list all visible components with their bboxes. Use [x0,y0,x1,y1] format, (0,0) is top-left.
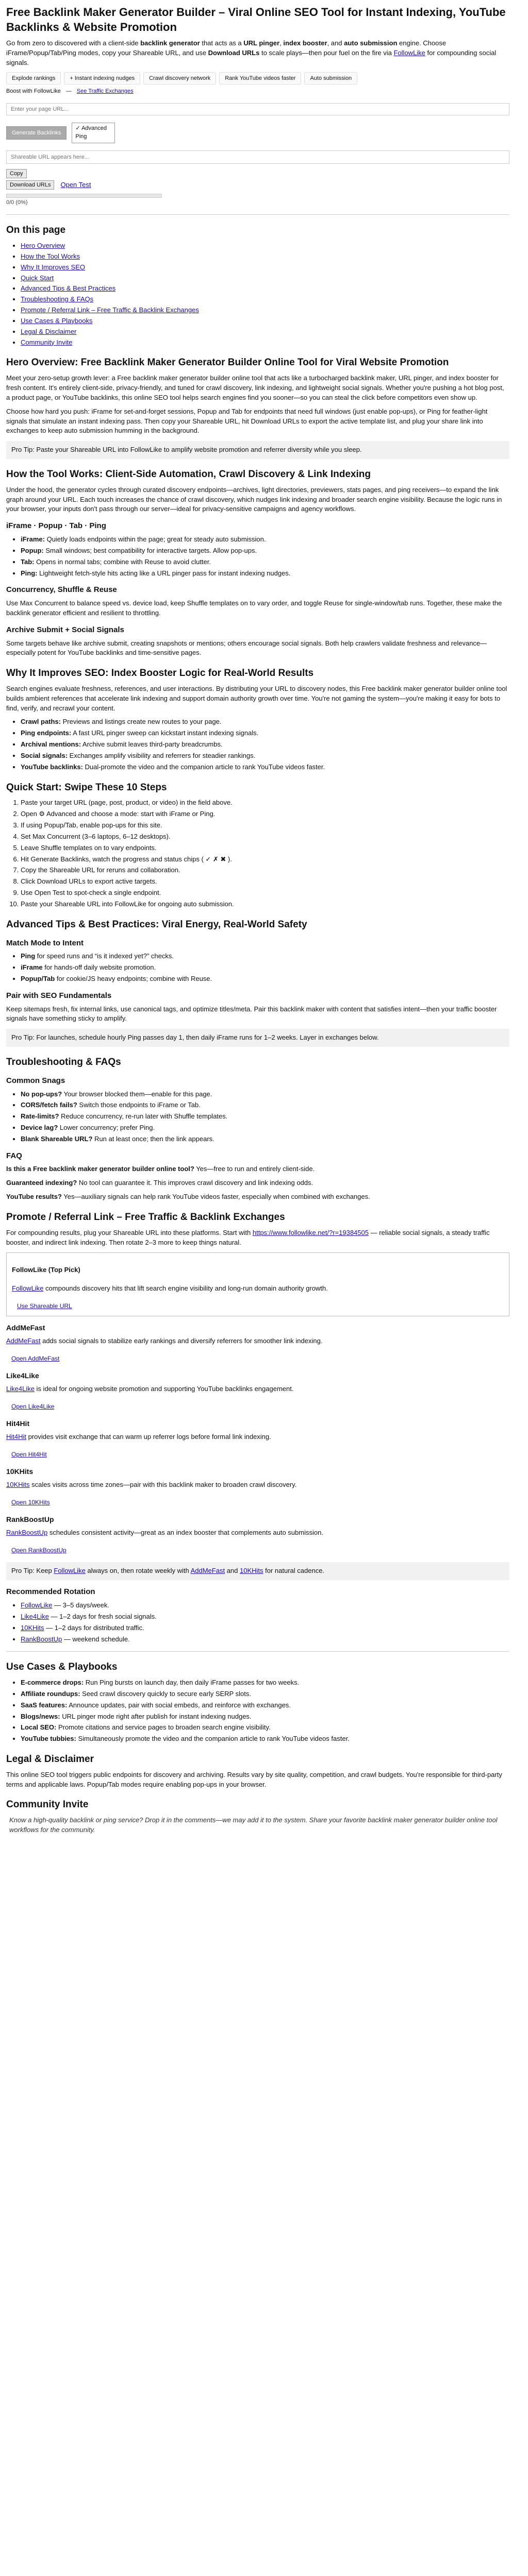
toc-link-hero[interactable]: Hero Overview [21,242,65,249]
item-text: Dual-promote the video and the companion article to rank YouTube videos faster. [82,762,325,771]
followlike-referral-link[interactable]: https://www.followlike.net/?r=19384505 [252,1228,369,1236]
list-item [21,1601,509,1611]
hero-paragraph: Choose how hard you push: iFrame for set-and-forget sessions, Popup and Tab for endpoints that need full windows (just enable pop-ups), or Ping for feather-light signals that simulate an instant indexing pass. Then copy your Shareable URL, hit Download URLs to export the active template list, and plug your share link into exchanges to keep auto submission humming in the background. [6,407,488,435]
list-item [21,1678,509,1688]
promote-paragraph [6,1228,509,1248]
progress-bar [6,194,162,198]
how-title: How the Tool Works: Client-Side Automation, Crawl Discovery & Link Indexing [6,469,371,480]
boost-row [6,88,509,96]
toc-item [21,316,509,326]
item-key: Crawl paths: [21,718,61,726]
mode-option-ping[interactable]: Ping [75,133,87,140]
copy-button[interactable]: Copy [6,169,27,178]
tip-text: always on, then rotate weekly with [85,1567,191,1575]
partner-name: Like4Like [6,1371,39,1380]
toc-link-how[interactable]: How the Tool Works [21,252,80,260]
match-list [6,952,509,984]
list-item [21,1123,509,1133]
item-text: Archive submit leaves third-party breadcrumbs. [81,740,223,749]
item-text: for hands-off daily website promotion. [42,963,156,972]
item-text: Previews and listings create new routes to your page. [61,718,222,726]
toc-item [21,338,509,348]
item-key: Rate-limits? [21,1112,59,1121]
list-item [21,728,509,738]
list-item [21,1612,509,1622]
divider [6,1651,509,1652]
rotation-link[interactable]: 10KHits [21,1623,44,1632]
chip-instant-indexing[interactable]: + Instant indexing nudges [64,72,140,84]
toc-link-community[interactable]: Community Invite [21,338,73,346]
toc-title: On this page [6,225,66,236]
step-item: 6. Hit Generate Backlinks, watch the progress and status chips ( ✓ ✗ ✖ ). [21,855,509,865]
archive-title: Archive Submit + Social Signals [6,625,124,634]
concurrency-paragraph: Use Max Concurrent to balance speed vs. device load, keep Shuffle templates on to vary order, and toggle Reuse for single-window/tab runs. Together, these make the backlink generator efficient and resilient to throttling. [6,599,502,617]
item-key: Popup: [21,546,44,554]
open-test-link[interactable]: Open Test [60,180,91,189]
partner-open-link[interactable]: Open RankBoostUp [11,1546,67,1554]
partner-link[interactable]: FollowLike [12,1284,44,1292]
list-item [21,1734,509,1744]
item-text: Seed crawl discovery quickly to secure early SERP slots. [80,1689,251,1698]
item-text: Quietly loads endpoints within the page; great for steady auto submission. [44,535,266,543]
list-item [21,569,509,579]
url-input[interactable] [6,103,509,115]
partner-link[interactable]: RankBoostUp [6,1528,48,1536]
toc-link-usecases[interactable]: Use Cases & Playbooks [21,316,93,325]
list-item [21,1623,509,1633]
traffic-exchanges-link[interactable]: See Traffic Exchanges [76,88,134,94]
faq-item [6,1178,509,1188]
list-item [21,963,509,973]
download-urls-button[interactable]: Download URLs [6,180,54,190]
partner-text: scales visits across time zones—pair with this backlink maker to broaden crawl discovery. [29,1480,297,1488]
partner-text: provides visit exchange that can warm up referrer logs before formal link indexing. [26,1432,271,1440]
toc-link-legal[interactable]: Legal & Disclaimer [21,327,77,335]
divider [6,214,509,215]
list-item [21,1112,509,1122]
step-item: 8. Click Download URLs to export active targets. [21,877,509,887]
item-key: Device lag? [21,1124,58,1132]
why-paragraph: Search engines evaluate freshness, references, and user interactions. By distributing your URL to discovery nodes, this Free backlink maker generator builder online tool builds ambient references that accelerate link indexing and support domain authority growth over time. You're not gaming the system—you're making it easy for bots to find, verify, and recrawl your content. [6,684,507,712]
archive-paragraph: Some targets behave like archive submit, creating snapshots or mentions; others encourage social signals. Both help crawlers validate freshness and relevance—especially potent for YouTube backlinks and time-sensitive pages. [6,639,487,657]
faq-item [6,1164,509,1174]
chip-auto-submission[interactable]: Auto submission [304,72,357,84]
faq-item [6,1192,509,1202]
intro-bold: Download URLs [208,49,260,57]
faq-question: YouTube results? [6,1193,62,1201]
chip-explode-rankings[interactable]: Explode rankings [6,72,61,84]
item-key: Social signals: [21,752,68,759]
promote-title: Promote / Referral Link – Free Traffic & Backlink Exchanges [6,1212,285,1223]
community-paragraph: Know a high-quality backlink or ping service? Drop it in the comments—we may add it to the system. Share your favorite backlink maker generator builder online tool workflows for the community. [9,1816,498,1834]
faq-answer: Yes—auxiliary signals can help rank YouTube videos faster, especially when combined with exchanges. [61,1193,370,1201]
chip-rank-youtube[interactable]: Rank YouTube videos faster [219,72,301,84]
partner-open-link[interactable]: Open 10KHits [11,1498,50,1506]
step-item: 2. Open ⚙ Advanced and choose a mode: start with iFrame or Ping. [21,809,509,819]
quick-title: Quick Start: Swipe These 10 Steps [6,782,167,793]
item-text: Switch those endpoints to iFrame or Tab. [77,1101,201,1109]
intro-text: engine. Choose iFrame/Popup/Tab/Ping modes, copy your Shareable URL, and use [6,39,447,57]
list-item [21,1134,509,1144]
partner-card-hit4hit [6,1418,509,1459]
intro-text: , and [327,39,344,47]
step-item: 3. If using Popup/Tab, enable pop-ups for this site. [21,821,509,831]
item-key: Blogs/news: [21,1712,60,1720]
faq-question: Guaranteed indexing? [6,1179,77,1187]
item-key: No pop-ups? [21,1090,62,1098]
usecases-title: Use Cases & Playbooks [6,1662,118,1673]
boost-label: Boost with FollowLike [6,88,61,94]
faq-answer: Yes—free to run and entirely client-side. [194,1165,315,1173]
item-key: iFrame [21,963,43,972]
item-key: Ping: [21,569,38,577]
why-list [6,717,509,772]
toc-link-why[interactable]: Why It Improves SEO [21,263,85,271]
tip-link-addmefast[interactable]: AddMeFast [190,1567,225,1575]
tip-link-10khits[interactable]: 10KHits [240,1567,263,1575]
usecases-list [6,1678,509,1744]
item-text: Simultaneously promote the video and the companion article to rank YouTube videos faster. [76,1735,350,1743]
partner-link[interactable]: AddMeFast [6,1336,41,1345]
mode-option-advanced[interactable]: ✓ Advanced [75,125,111,133]
list-item [21,1635,509,1645]
item-key: Ping [21,952,36,960]
intro-bold: URL pinger [243,39,280,47]
partner-desc [6,1336,509,1346]
partner-text: adds social signals to stabilize early rankings and diversify referrers for smoother link indexing. [40,1336,323,1345]
copy-row [6,169,509,178]
list-item [21,717,509,727]
partner-card-rankboostup [6,1514,509,1555]
chip-crawl-discovery[interactable]: Crawl discovery network [143,72,216,84]
intro-text: to scale plays—then pour fuel on the fire via [259,49,394,57]
modes-list [6,535,509,578]
intro-text: , [279,39,284,47]
partner-card-10khits [6,1466,509,1507]
item-text: Reduce concurrency, re-run later with Shuffle templates. [59,1112,228,1121]
list-item [21,974,509,984]
list-item [21,751,509,761]
pro-tip: Pro Tip: Paste your Shareable URL into FollowLike to amplify website promotion and referrer diversity while you sleep. [6,441,509,459]
seo-title: Pair with SEO Fundamentals [6,991,112,1000]
item-key: SaaS features: [21,1701,68,1709]
concurrency-title: Concurrency, Shuffle & Reuse [6,585,117,595]
partner-desc [12,1284,504,1294]
item-text: A fast URL pinger sweep can kickstart instant indexing signals. [71,729,259,737]
page-title: Free Backlink Maker Generator Builder – Viral Online SEO Tool for Instant Indexing, YouTube Backlinks & Website Promotion [6,6,506,33]
partner-link[interactable]: Like4Like [6,1384,35,1393]
community-title: Community Invite [6,1799,89,1810]
partner-open-link[interactable]: Use Shareable URL [17,1302,72,1310]
list-item [21,762,509,772]
item-key: Local SEO: [21,1723,57,1732]
partner-text: schedules consistent activity—great as an index booster that complements auto submission. [47,1528,323,1536]
advanced-title: Advanced Tips & Best Practices: Viral Energy, Real-World Safety [6,919,307,930]
intro-bold: backlink generator [140,39,200,47]
feature-chip-bar [6,72,509,84]
snags-list [6,1090,509,1144]
item-text: — 3–5 days/week. [52,1601,109,1609]
partner-name: FollowLike (Top Pick) [12,1265,80,1274]
list-item [21,557,509,567]
modes-title: iFrame · Popup · Tab · Ping [6,521,106,531]
item-text: for speed runs and “is it indexed yet?” checks. [35,952,174,960]
step-item: 5. Leave Shuffle templates on to vary endpoints. [21,843,509,853]
mode-select[interactable] [72,123,115,143]
hero-paragraph: Meet your zero-setup growth lever: a Free backlink maker generator builder online tool that acts like a turbocharged backlink maker, URL pinger, and index booster for fresh content. It's entirely client-side, privacy-friendly, and tuned for crawl discovery, link indexing, and lightweight social signals. Whether you're pushing a hot blog post, a product page, or YouTube backlinks, this online SEO tool helps search engines find you sooner—so you can steal the click before competitors even show up. [6,374,504,401]
promote-text: For compounding results, plug your Shareable URL into these platforms. Start with [6,1228,253,1236]
partner-card-followlike [6,1252,509,1316]
promote-text: — reliable social signals, a steady traffic booster, and indirect link indexing. Then rotate 2–3 more to keep things natural. [6,1228,490,1246]
generate-row [6,123,509,143]
download-row [6,180,509,190]
rotation-title: Recommended Rotation [6,1587,95,1597]
toc-link-advanced[interactable]: Advanced Tips & Best Practices [21,284,116,293]
progress-text: 0/0 (0%) [6,199,28,206]
partner-name: RankBoostUp [6,1515,54,1524]
tip-text: Pro Tip: Keep [11,1567,54,1575]
toc-item [21,284,509,294]
toc-link-trouble[interactable]: Troubleshooting & FAQs [21,295,94,303]
how-paragraph: Under the hood, the generator cycles through curated discovery endpoints—archives, light directories, previewers, stats pages, and ping receivers—to expand the link graph around your URL. Each touch increases the chance of crawl discovery, which nudges link indexing and broader search engine visibility. Because the logic runs in your browser, your inputs don't pass through our server—ideal for privacy-sensitive campaigns and agency workflows. [6,485,502,513]
snags-title: Common Snags [6,1076,65,1085]
list-item [21,740,509,750]
toc-item [21,241,509,251]
item-key: CORS/fetch fails? [21,1101,77,1109]
list-item [21,1689,509,1699]
intro-text: for compounding social signals. [6,49,497,66]
toc-item [21,263,509,273]
item-key: Affiliate roundups: [21,1689,80,1698]
partner-name: AddMeFast [6,1324,45,1332]
item-text: — 1–2 days for distributed traffic. [44,1623,144,1632]
item-text: URL pinger mode right after publish for instant indexing nudges. [60,1712,252,1720]
item-text: Lightweight fetch-style hits acting like a URL pinger pass for instant indexing nudges. [37,569,291,577]
step-item: 10. Paste your Shareable URL into FollowLike for ongoing auto submission. [21,900,509,909]
tip-text: and [225,1567,240,1575]
rotation-list [6,1601,509,1644]
item-key: Tab: [21,557,35,566]
list-item [21,535,509,545]
rotation-link[interactable]: FollowLike [21,1601,53,1609]
quick-steps [6,798,509,909]
legal-paragraph: This online SEO tool triggers public endpoints for discovery and archiving. Results vary by site quality, competition, and crawl budgets. You're responsible for third-party terms and applicable laws. Popup/Tab modes require enabling pop-ups in your browser. [6,1770,502,1788]
step-item: 7. Copy the Shareable URL for reruns and collaboration. [21,866,509,875]
item-key: Blank Shareable URL? [21,1134,93,1143]
item-text: Run Ping bursts on launch day, then daily iFrame passes for two weeks. [84,1679,300,1687]
partner-desc [6,1432,509,1442]
partner-link[interactable]: Hit4Hit [6,1432,27,1440]
partner-desc [6,1480,509,1490]
list-item [21,1723,509,1733]
toc-list [6,241,509,347]
faq-title: FAQ [6,1151,22,1160]
faq-answer: No tool can guarantee it. This improves crawl discovery and link indexing odds. [77,1179,314,1187]
pro-tip: Pro Tip: For launches, schedule hourly Ping passes day 1, then daily iFrame runs for 1–2 weeks. Layer in exchanges below. [6,1029,509,1047]
partner-name: 10KHits [6,1467,34,1476]
partner-desc [6,1384,509,1394]
item-text: Exchanges amplify visibility and referrers for steadier rankings. [68,752,256,759]
partner-text: is ideal for ongoing website promotion and supporting YouTube backlinks engagement. [34,1384,294,1393]
partner-open-link[interactable]: Open AddMeFast [11,1354,60,1362]
item-key: Popup/Tab [21,974,55,982]
rotation-link[interactable]: RankBoostUp [21,1635,62,1643]
toc-item [21,295,509,304]
list-item [21,1100,509,1110]
legal-title: Legal & Disclaimer [6,1754,94,1765]
item-text: for cookie/JS heavy endpoints; combine with Reuse. [55,974,212,982]
faq-question: Is this a Free backlink maker generator builder online tool? [6,1165,194,1173]
item-key: YouTube backlinks: [21,762,83,771]
item-text: — weekend schedule. [62,1635,130,1643]
item-key: Archival mentions: [21,740,81,749]
tip-text: for natural cadence. [263,1567,325,1575]
item-text: Run at least once; then the link appears. [92,1134,214,1143]
shareable-url-output[interactable] [6,150,509,164]
list-item [21,952,509,961]
boost-sep: — [65,88,72,94]
item-key: Ping endpoints: [21,729,72,737]
item-text: — 1–2 days for fresh social signals. [48,1612,157,1620]
item-key: E-commerce drops: [21,1679,84,1687]
list-item [21,1701,509,1710]
partner-card-like4like [6,1370,509,1411]
step-item: 9. Use Open Test to spot-check a single endpoint. [21,888,509,898]
toc-link-quick[interactable]: Quick Start [21,274,54,282]
partner-text: compounds discovery hits that lift search engine visibility and long-run domain authority growth. [43,1284,328,1292]
generate-backlinks-button[interactable]: Generate Backlinks [6,126,67,140]
item-key: YouTube tubbies: [21,1735,76,1743]
toc-link-promote[interactable]: Promote / Referral Link – Free Traffic & Backlink Exchanges [21,306,199,314]
followlike-link[interactable]: FollowLike [393,49,425,57]
item-text: Announce updates, pair with social embeds, and reinforce with exchanges. [67,1701,291,1709]
pro-tip [6,1562,509,1580]
trouble-title: Troubleshooting & FAQs [6,1057,121,1068]
step-item: 1. Paste your target URL (page, post, product, or video) in the field above. [21,798,509,808]
partner-link[interactable]: 10KHits [6,1480,30,1488]
step-item: 4. Set Max Concurrent (3–6 laptops, 6–12 desktops). [21,832,509,842]
partner-open-link[interactable]: Open Like4Like [11,1402,55,1410]
list-item [21,546,509,556]
tip-link-followlike[interactable]: FollowLike [54,1567,86,1575]
partner-open-link[interactable]: Open Hit4Hit [11,1450,47,1458]
hero-title: Hero Overview: Free Backlink Maker Generator Builder Online Tool for Viral Website Promotion [6,357,449,368]
toc-item [21,306,509,315]
partner-name: Hit4Hit [6,1419,30,1428]
rotation-link[interactable]: Like4Like [21,1612,49,1620]
list-item [21,1090,509,1099]
item-text: Lower concurrency; prefer Ping. [58,1124,155,1132]
seo-paragraph: Keep sitemaps fresh, fix internal links, use canonical tags, and optimize titles/meta. Pair this backlink maker with content that satisfies intent—then your traffic booster signals have something sticky to amplify. [6,1005,497,1023]
item-text: Small windows; best compatibility for interactive targets. Allow pop-ups. [43,546,257,554]
why-title: Why It Improves SEO: Index Booster Logic for Real-World Results [6,668,314,679]
item-text: Your browser blocked them—enable for this page. [62,1090,212,1098]
intro-bold: index booster [283,39,327,47]
item-key: iFrame: [21,535,45,543]
list-item [21,1712,509,1722]
toc-item [21,327,509,337]
toc-item [21,252,509,262]
item-text: Promote citations and service pages to broaden search engine visibility. [56,1723,271,1732]
item-text: Opens in normal tabs; combine with Reuse to avoid clutter. [34,557,211,566]
match-title: Match Mode to Intent [6,938,84,947]
intro-text: that acts as a [200,39,244,47]
intro-text: Go from zero to discovered with a client-side [6,39,141,47]
intro-paragraph [6,39,509,68]
partner-desc [6,1528,509,1538]
partner-card-addmefast [6,1323,509,1363]
toc-item [21,274,509,283]
intro-bold: auto submission [344,39,398,47]
